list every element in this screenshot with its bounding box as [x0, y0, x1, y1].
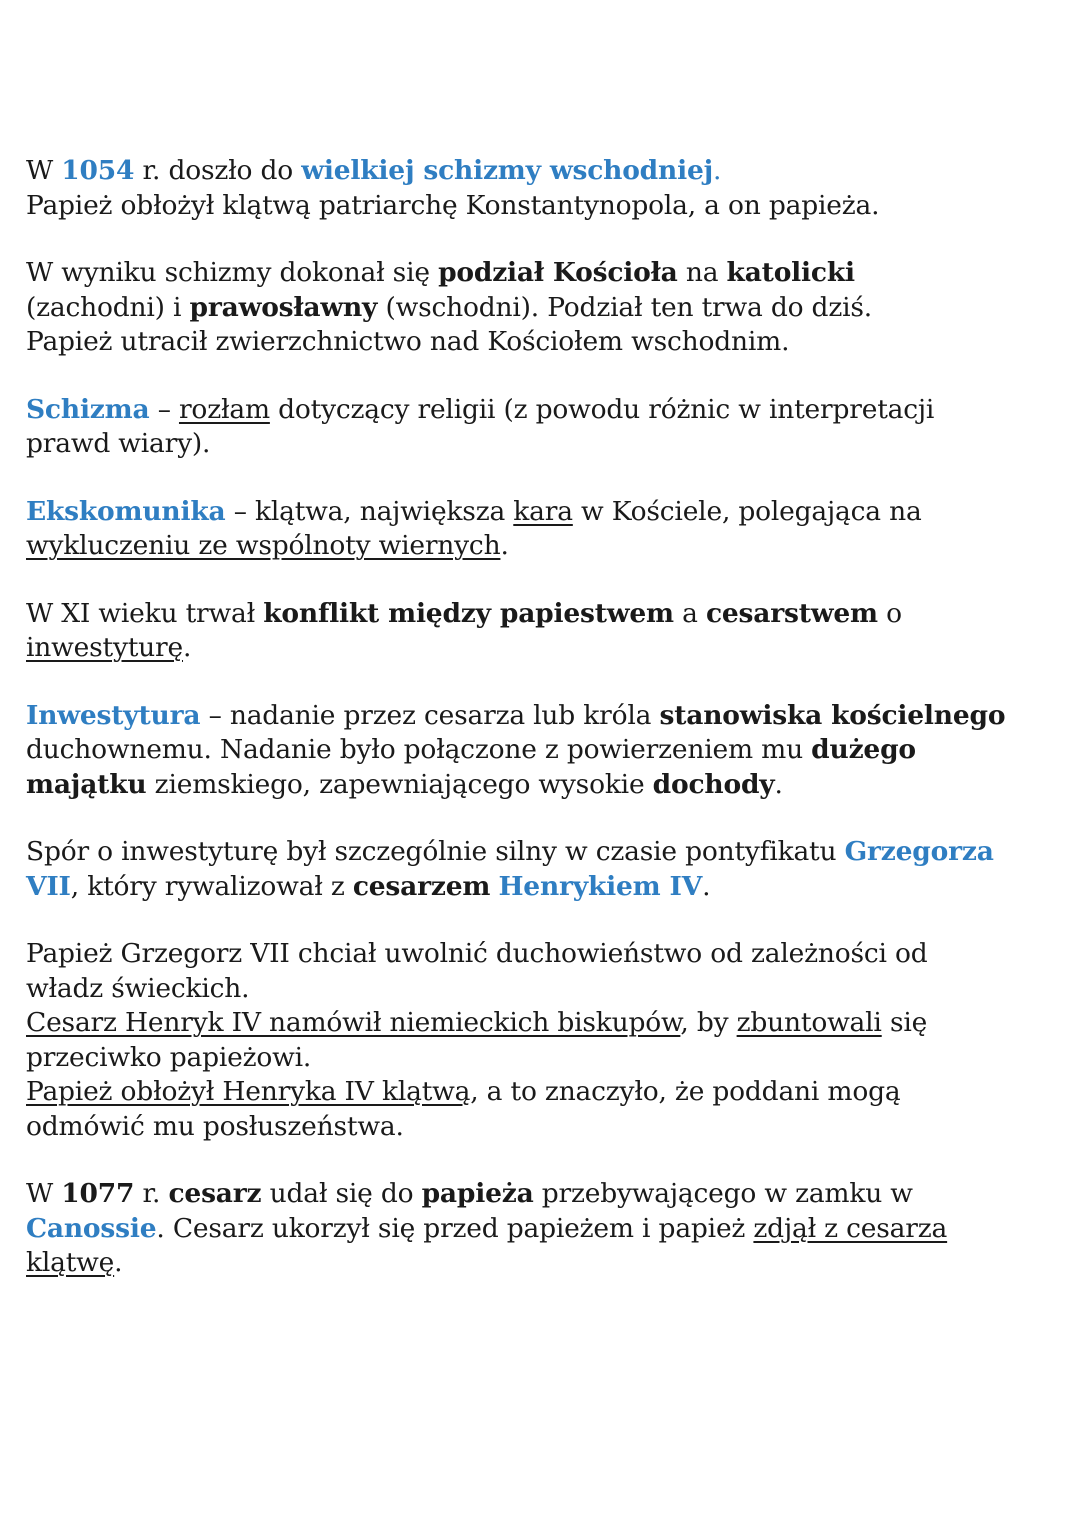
text-run: władz świeckich.	[26, 972, 250, 1004]
paragraph	[26, 495, 1066, 564]
paragraph	[26, 597, 1066, 666]
text-run: .	[713, 155, 722, 186]
text-run: się	[881, 1007, 928, 1038]
text-run: .	[774, 768, 783, 800]
text-run: , by	[680, 1007, 737, 1038]
text-line	[26, 393, 1066, 428]
text-run: .	[183, 632, 192, 663]
underlined-phrase: zdjął z cesarza	[753, 1212, 948, 1244]
text-run: dotyczący religii (z powodu różnic w interpretacji	[269, 393, 935, 425]
bold-term: katolicki	[726, 257, 855, 288]
text-run: Papież utracił zwierzchnictwo nad Kościołem wschodnim.	[26, 326, 790, 357]
text-run: W	[26, 155, 62, 186]
paragraph	[26, 256, 1066, 360]
text-line	[26, 597, 1066, 632]
text-run: przebywającego w zamku w	[533, 1178, 913, 1209]
text-line	[26, 631, 1066, 666]
text-line	[26, 937, 1066, 972]
text-run: Spór o inwestyturę był szczególnie silny w czasie pontyfikatu	[26, 836, 845, 867]
text-run: .	[114, 1247, 123, 1278]
text-line	[26, 835, 1066, 870]
underlined-phrase: Cesarz Henryk IV namówił niemieckich biskupów	[26, 1007, 681, 1038]
highlighted-term: Grzegorza	[844, 836, 994, 867]
text-run: , a to znaczyło, że poddani mogą	[470, 1076, 901, 1107]
text-line	[26, 870, 1066, 905]
text-run: .	[500, 530, 509, 561]
text-line	[26, 1041, 1066, 1076]
document-page	[26, 154, 1066, 1314]
text-run: na	[677, 257, 727, 288]
text-run: r.	[134, 1178, 169, 1209]
text-run: .	[702, 870, 711, 902]
text-run: Papież Grzegorz VII chciał uwolnić duchowieństwo od zależności od	[26, 938, 928, 969]
text-run: a	[673, 597, 706, 629]
highlighted-term: Schizma	[26, 393, 150, 425]
paragraph	[26, 835, 1066, 904]
text-run: , który rywalizował z	[70, 870, 353, 902]
bold-term: stanowiska kościelnego	[659, 699, 1006, 731]
underlined-phrase: kara	[513, 495, 573, 527]
bold-term: papieża	[421, 1178, 534, 1209]
text-run: udał się do	[261, 1178, 422, 1209]
text-run: W XI wieku trwał	[26, 597, 264, 629]
text-line	[26, 1075, 1066, 1110]
underlined-phrase: rozłam	[178, 393, 270, 425]
underlined-phrase: zbuntowali	[736, 1007, 882, 1038]
text-line	[26, 972, 1066, 1007]
bold-term: cesarstwem	[705, 597, 878, 629]
text-run: odmówić mu posłuszeństwa.	[26, 1110, 404, 1142]
text-line	[26, 291, 1066, 326]
highlighted-term: Ekskomunika	[26, 495, 226, 527]
text-run: (zachodni) i	[26, 291, 190, 323]
text-run: (wschodni). Podział ten trwa do dziś.	[377, 291, 872, 323]
bold-term: konflikt między papiestwem	[263, 597, 674, 629]
paragraph	[26, 699, 1066, 803]
underlined-phrase: wykluczeniu ze wspólnoty wiernych	[26, 530, 501, 561]
text-line	[26, 1006, 1066, 1041]
paragraph	[26, 154, 1066, 223]
bold-term: dochody	[652, 768, 775, 800]
text-line	[26, 699, 1066, 734]
text-run: prawd wiary).	[26, 428, 211, 459]
bold-term: 1077	[61, 1178, 135, 1209]
text-run: w Kościele, polegająca na	[572, 495, 922, 527]
highlighted-term: Inwestytura	[26, 699, 201, 731]
text-run: . Cesarz ukorzył się przed papieżem i papież	[156, 1212, 754, 1244]
bold-term: majątku	[26, 768, 147, 800]
bold-term: prawosławny	[189, 291, 378, 323]
text-line	[26, 189, 1066, 224]
text-line	[26, 529, 1066, 564]
text-line	[26, 768, 1066, 803]
text-run: Papież obłożył klątwą patriarchę Konstantynopola, a on papieża.	[26, 189, 880, 221]
text-run: duchownemu. Nadanie było połączone z powierzeniem mu	[26, 734, 812, 765]
text-line	[26, 1212, 1066, 1247]
bold-term: dużego	[811, 734, 916, 765]
highlighted-term: Canossie	[26, 1212, 157, 1244]
paragraph	[26, 937, 1066, 1144]
text-run: –	[149, 393, 179, 425]
underlined-phrase: klątwę	[26, 1247, 115, 1278]
highlighted-term: wielkiej schizmy wschodniej	[301, 155, 713, 186]
highlighted-term: 1054	[61, 155, 135, 186]
text-run: przeciwko papieżowi.	[26, 1041, 312, 1073]
text-line	[26, 325, 1066, 360]
text-run: W wyniku schizmy dokonał się	[26, 257, 439, 288]
text-run: ziemskiego, zapewniającego wysokie	[146, 768, 653, 800]
text-line	[26, 154, 1066, 189]
text-run: o	[877, 597, 902, 629]
underlined-phrase: inwestyturę	[26, 632, 183, 663]
text-line	[26, 427, 1066, 462]
text-run: – klątwa, największa	[225, 495, 514, 527]
text-line	[26, 495, 1066, 530]
text-line	[26, 1246, 1066, 1281]
text-line	[26, 256, 1066, 291]
paragraph	[26, 1177, 1066, 1281]
text-line	[26, 733, 1066, 768]
text-line	[26, 1110, 1066, 1145]
text-line	[26, 1177, 1066, 1212]
text-run: – nadanie przez cesarza lub króla	[200, 699, 660, 731]
bold-term: podział Kościoła	[438, 257, 678, 288]
highlighted-term: VII	[26, 870, 71, 902]
paragraph	[26, 393, 1066, 462]
document-body	[26, 154, 1066, 1281]
highlighted-term: Henrykiem IV	[498, 870, 703, 902]
bold-term: cesarz	[168, 1178, 262, 1209]
underlined-phrase: Papież obłożył Henryka IV klątwą	[26, 1076, 471, 1107]
text-run: r. doszło do	[134, 155, 302, 186]
text-run: W	[26, 1178, 62, 1209]
bold-term: cesarzem	[352, 870, 491, 902]
